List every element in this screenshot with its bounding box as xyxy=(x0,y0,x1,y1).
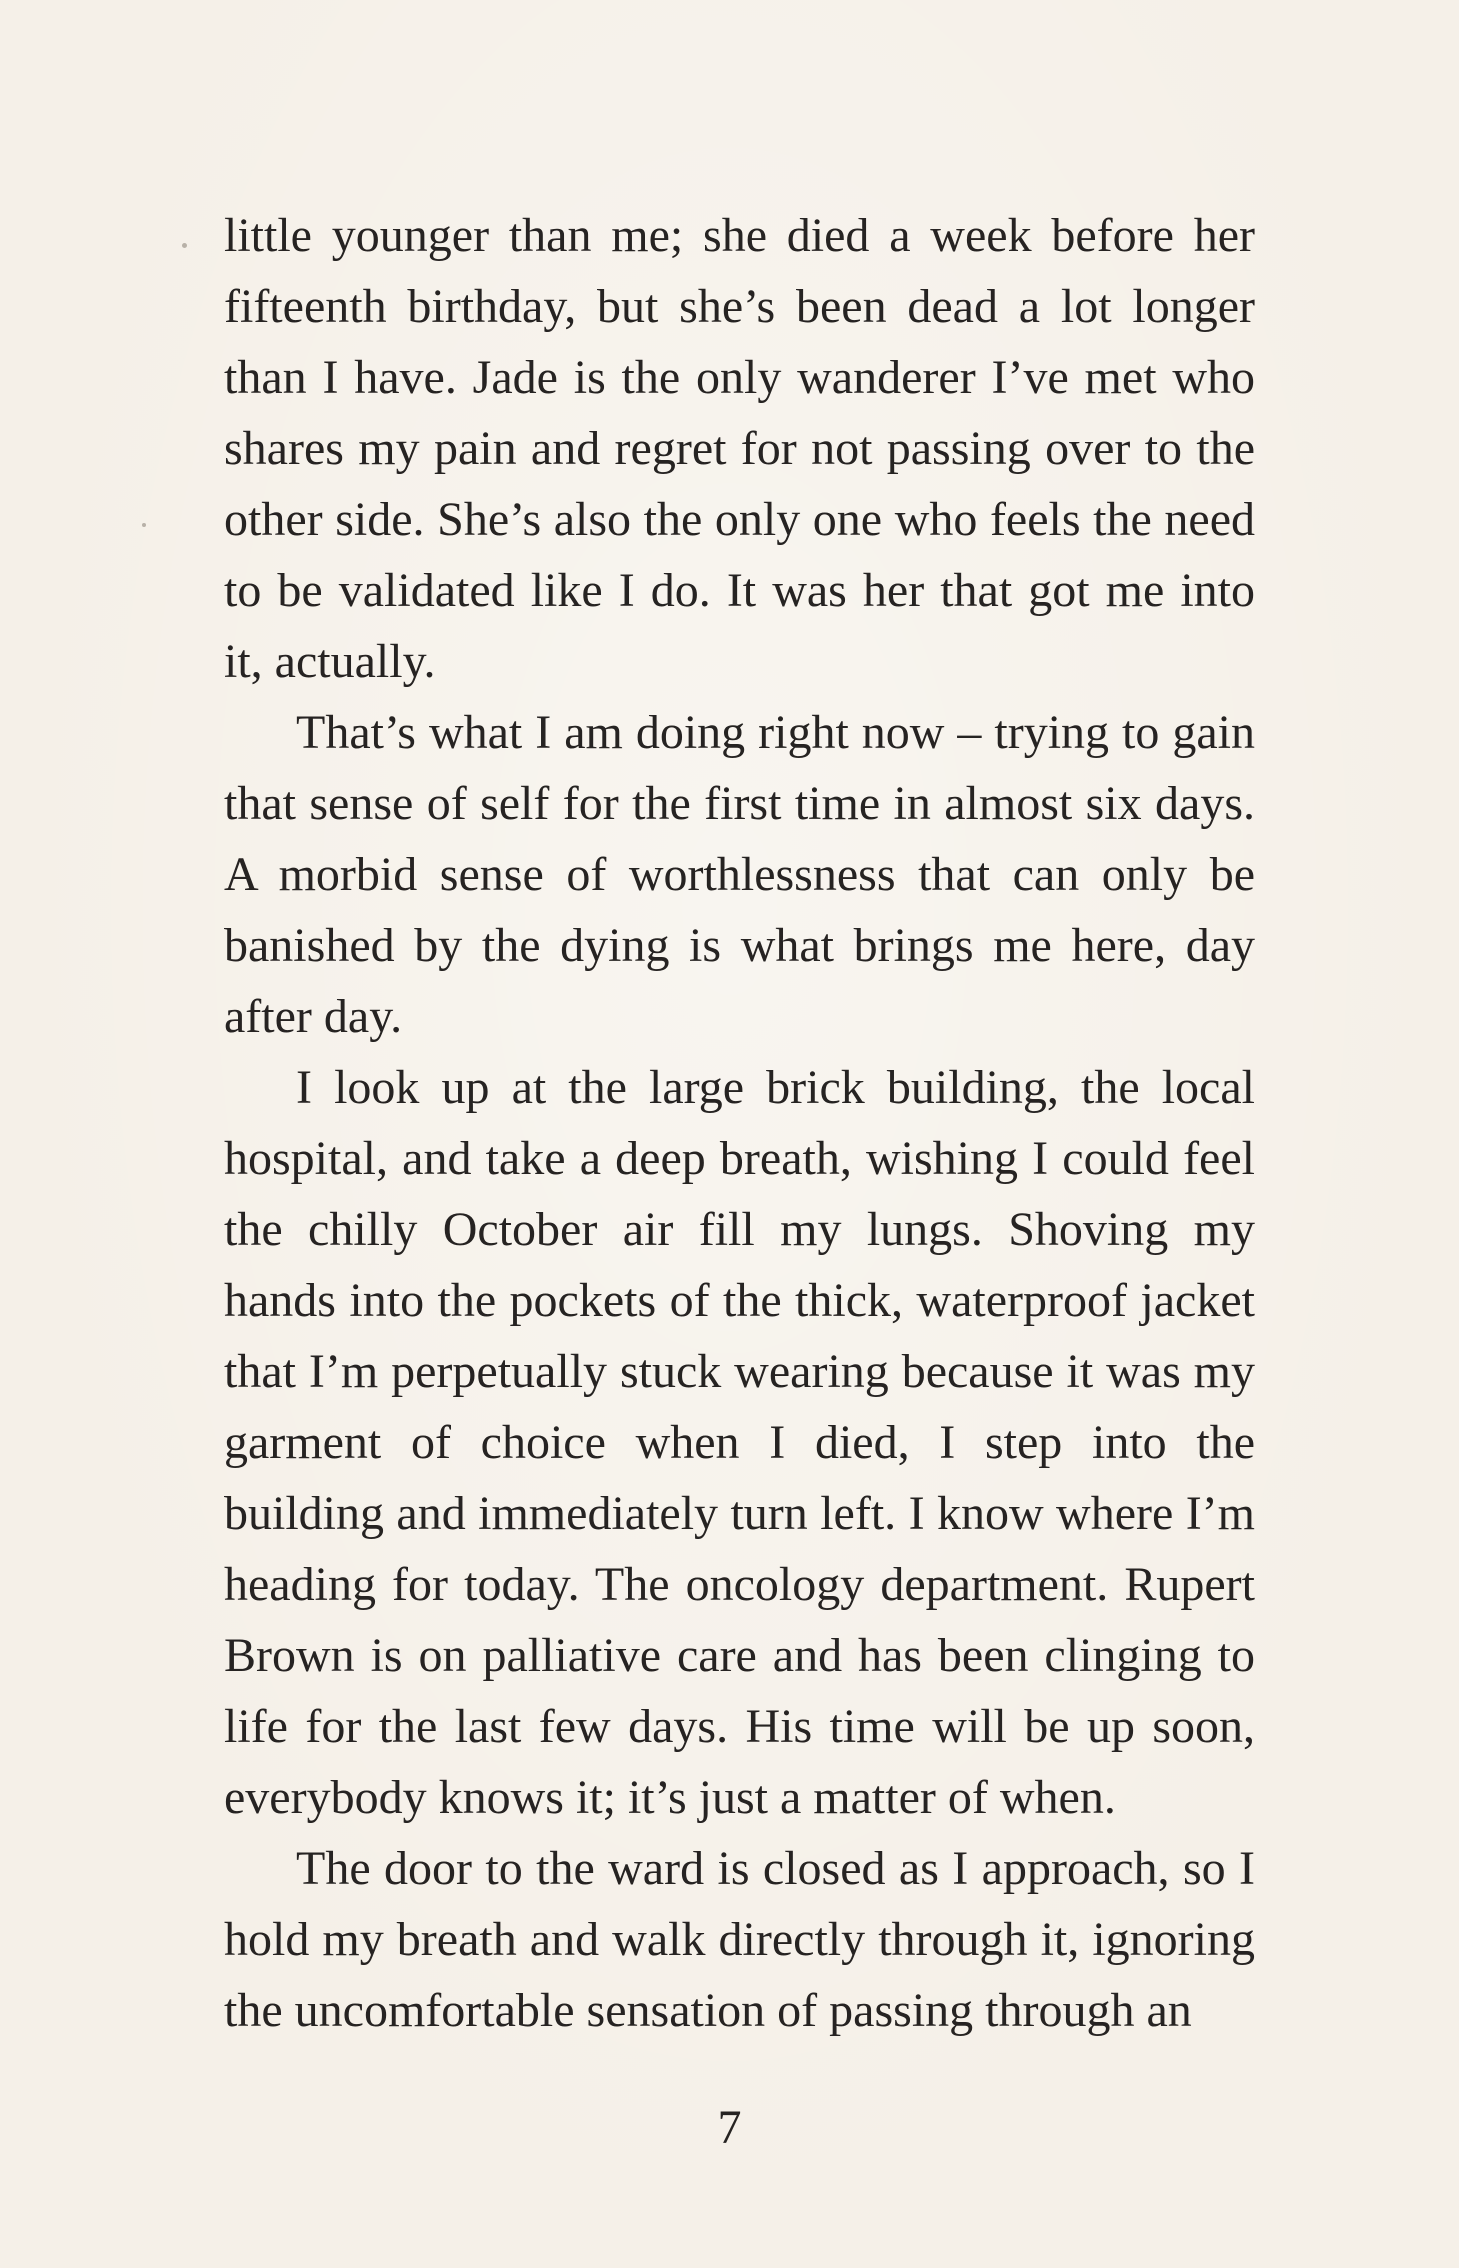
scan-speck xyxy=(142,523,146,527)
paragraph: I look up at the large brick building, the local hospital, and take a deep breath, wishing I could feel the chilly October air fill my lungs. Shoving my hands into the pockets of the thick, waterproof jacket that I’m perpetually stuck wearing because it was my garment of choice when I died, I step into the building and immediately turn left. I know where I’m heading for today. The oncology department. Rupert Brown is on palliative care and has been clinging to life for the last few days. His time will be up soon, everybody knows it; it’s just a matter of when. xyxy=(224,1061,1255,1824)
paragraph: The door to the ward is closed as I approach, so I hold my breath and walk directly through it, ignoring the uncomfortable sensation of passing through an xyxy=(224,1842,1255,2037)
page-number: 7 xyxy=(717,2101,742,2154)
paragraph-continued: little younger than me; she died a week before her fifteenth birthday, but she’s been dead a lot longer than I have. Jade is the only wanderer I’ve met who shares my pain and regret for not passing over to the other side. She’s also the only one who feels the need to be validated like I do. It was her that got me into it, actually. xyxy=(224,209,1255,688)
body-text xyxy=(224,200,1255,2046)
scan-speck xyxy=(182,243,187,248)
paragraph: That’s what I am doing right now – trying to gain that sense of self for the first time in almost six days. A morbid sense of worthlessness that can only be banished by the dying is what brings me here, day after day. xyxy=(224,706,1255,1043)
